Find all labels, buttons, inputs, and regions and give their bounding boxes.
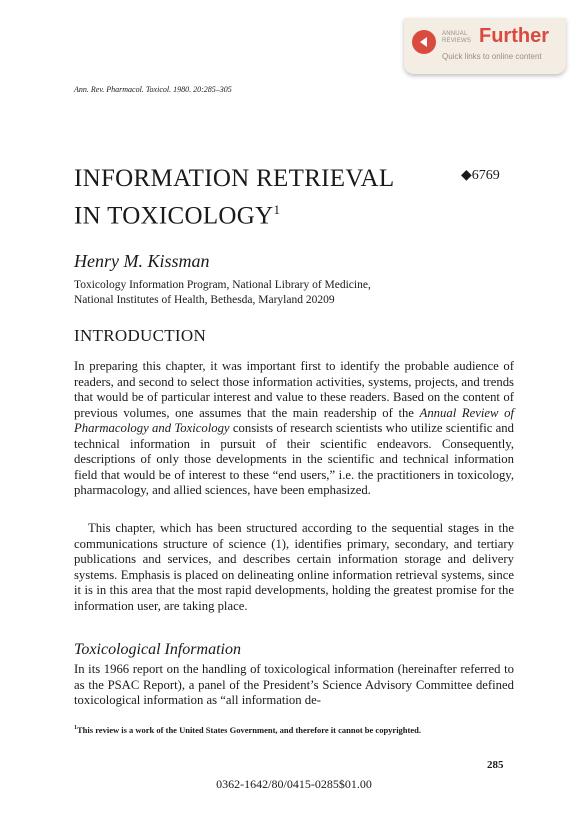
author-affiliation: Toxicology Information Program, National Library of Medicine, National Institutes of Health, Bethesda, Maryland 20209 bbox=[74, 279, 371, 306]
annual-reviews-logo: ANNUAL REVIEWS bbox=[442, 31, 472, 44]
subsection-heading: Toxicological Information bbox=[74, 641, 241, 658]
paragraph-2: This chapter, which has been structured according to the sequential stages in the communications structure of science (1), identifies primary, secondary, and tertiary publications and services, and describes certain information storage and delivery systems. Emphasis is placed on delineating online information retrieval systems, since it is in this area that the most rapid developments, holding the greatest promise for the information user, are taking place. bbox=[74, 521, 514, 613]
section-heading: INTRODUCTION bbox=[74, 326, 207, 345]
journal-title-italic: Annual Review of Pharmacology and Toxicology bbox=[74, 405, 514, 435]
further-subtitle: Quick links to online content bbox=[442, 52, 542, 61]
title-line-2: IN TOXICOLOGY$^1$ bbox=[74, 202, 281, 230]
footnote: $^1$This review is a work of the United States Government, and therefore it cannot be copyrighted. bbox=[74, 724, 421, 735]
paragraph-1: In preparing this chapter, it was important first to identify the probable audience of readers, and second to select those information activities, systems, projects, and trends that would be of particular interest and value to these readers. Based on the content of previous volumes, one assumes that the main readership of the Annual Review of Pharmacology and Toxicology consists of research scientists who utilize scientific and technical information in pursuit of their scientific endeavors. Consequently, descriptions of only those developments in the scientific and technical information field that would be of interest to these “end users,” i.e. the practitioners in toxicology, pharmacology, and allied sciences, have been emphasized. bbox=[74, 359, 514, 497]
article-code: 0362-1642/80/0415-0285$01.00 bbox=[216, 777, 372, 791]
title-line-1: INFORMATION RETRIEVAL bbox=[74, 165, 395, 192]
further-badge[interactable] bbox=[404, 18, 566, 74]
page-number: 285 bbox=[487, 759, 504, 771]
title-footnote-mark: 1 bbox=[273, 202, 281, 217]
catalog-number: ◆6769 bbox=[461, 168, 500, 183]
author-name: Henry M. Kissman bbox=[74, 251, 210, 271]
arrow-left-icon bbox=[412, 30, 436, 54]
article-title bbox=[74, 163, 394, 231]
paragraph-3: In its 1966 report on the handling of toxicological information (hereinafter referred to as the PSAC Report), a panel of the President’s Science Advisory Committee defined toxicological information as “all information de- bbox=[74, 662, 514, 707]
further-word: Further bbox=[479, 25, 549, 47]
journal-reference: Ann. Rev. Pharmacol. Toxicol. 1980. 20:285–305 bbox=[74, 85, 232, 94]
